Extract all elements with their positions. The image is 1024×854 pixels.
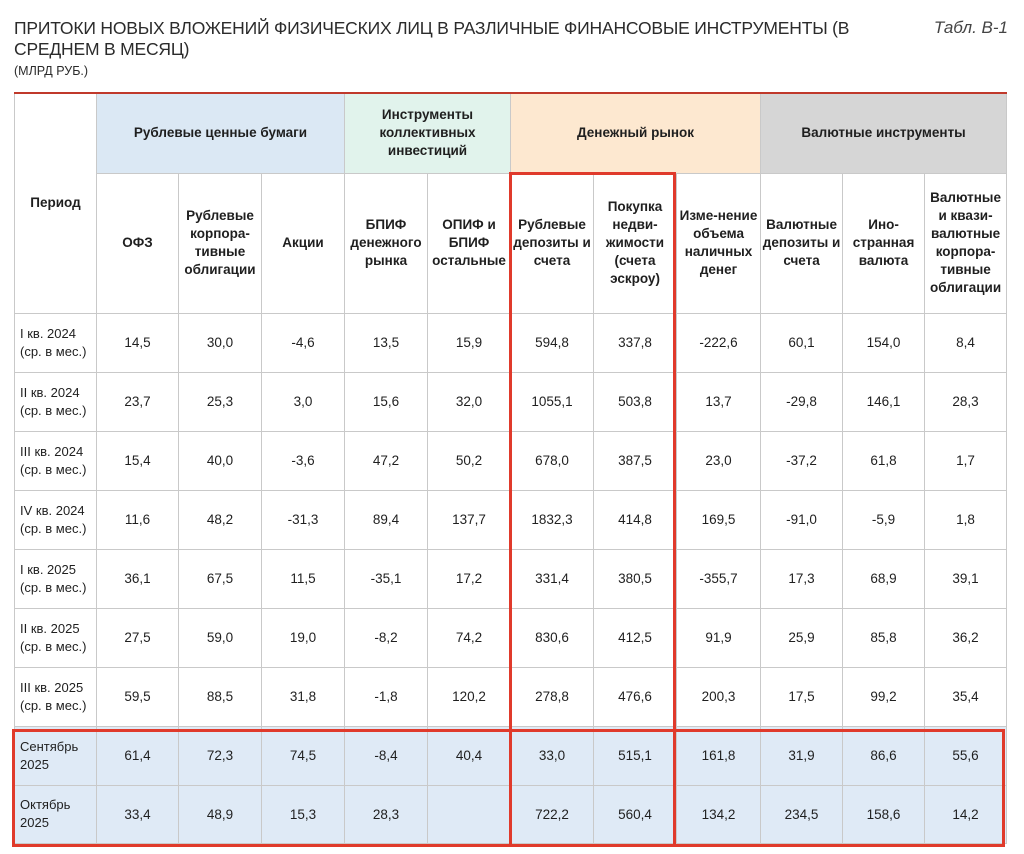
row-period: Сентябрь 2025 — [15, 726, 97, 785]
cell-cash-change: 91,9 — [677, 608, 761, 667]
cell-bpif-money: 47,2 — [345, 431, 428, 490]
row-period: I кв. 2024 (ср. в мес.) — [15, 313, 97, 372]
cell-rub-deposits: 33,0 — [511, 726, 594, 785]
col-bpif-money: БПИФ денежного рынка — [345, 173, 428, 313]
row-period: III кв. 2025 (ср. в мес.) — [15, 667, 97, 726]
col-fx-bonds: Валютные и квази-валютные корпора-тивные облигации — [925, 173, 1007, 313]
cell-cash-change: 13,7 — [677, 372, 761, 431]
cell-ofz: 23,7 — [97, 372, 179, 431]
cell-opif-bpif: 40,4 — [428, 726, 511, 785]
col-fx-deposits: Валютные депозиты и счета — [761, 173, 843, 313]
cell-ofz: 15,4 — [97, 431, 179, 490]
row-period: III кв. 2024 (ср. в мес.) — [15, 431, 97, 490]
header-period: Период — [15, 93, 97, 313]
cell-rub-deposits: 722,2 — [511, 785, 594, 843]
cell-bpif-money: -8,4 — [345, 726, 428, 785]
cell-opif-bpif: 120,2 — [428, 667, 511, 726]
cell-fx-deposits: 17,3 — [761, 549, 843, 608]
cell-foreign-currency: 99,2 — [843, 667, 925, 726]
cell-bpif-money: 15,6 — [345, 372, 428, 431]
cell-fx-bonds: 1,8 — [925, 490, 1007, 549]
group-collective-investments: Инструменты коллективных инвестиций — [345, 93, 511, 173]
col-real-estate: Покупка недви-жимости (счета эскроу) — [594, 173, 677, 313]
cell-real-estate: 412,5 — [594, 608, 677, 667]
cell-opif-bpif: 74,2 — [428, 608, 511, 667]
cell-corp-bonds: 40,0 — [179, 431, 262, 490]
cell-ofz: 14,5 — [97, 313, 179, 372]
cell-corp-bonds: 48,2 — [179, 490, 262, 549]
cell-opif-bpif: 32,0 — [428, 372, 511, 431]
inflows-table — [14, 92, 1007, 844]
cell-ofz: 33,4 — [97, 785, 179, 843]
cell-corp-bonds: 30,0 — [179, 313, 262, 372]
cell-fx-deposits: -29,8 — [761, 372, 843, 431]
cell-stocks: 15,3 — [262, 785, 345, 843]
cell-foreign-currency: 68,9 — [843, 549, 925, 608]
cell-foreign-currency: 61,8 — [843, 431, 925, 490]
group-fx-instruments: Валютные инструменты — [761, 93, 1007, 173]
cell-stocks: -3,6 — [262, 431, 345, 490]
col-stocks: Акции — [262, 173, 345, 313]
cell-foreign-currency: 158,6 — [843, 785, 925, 843]
cell-bpif-money: -35,1 — [345, 549, 428, 608]
table-row — [15, 490, 1007, 549]
cell-fx-deposits: -91,0 — [761, 490, 843, 549]
cell-ofz: 11,6 — [97, 490, 179, 549]
cell-stocks: -31,3 — [262, 490, 345, 549]
cell-real-estate: 476,6 — [594, 667, 677, 726]
cell-corp-bonds: 88,5 — [179, 667, 262, 726]
row-period: II кв. 2025 (ср. в мес.) — [15, 608, 97, 667]
cell-opif-bpif: 17,2 — [428, 549, 511, 608]
cell-fx-bonds: 39,1 — [925, 549, 1007, 608]
col-ofz: ОФЗ — [97, 173, 179, 313]
table-row — [15, 549, 1007, 608]
cell-fx-bonds: 35,4 — [925, 667, 1007, 726]
table-title: ПРИТОКИ НОВЫХ ВЛОЖЕНИЙ ФИЗИЧЕСКИХ ЛИЦ В РАЗЛИЧНЫЕ ФИНАНСОВЫЕ ИНСТРУМЕНТЫ (В СРЕДНЕМ В МЕСЯЦ) — [14, 18, 850, 59]
col-rub-deposits: Рублевые депозиты и счета — [511, 173, 594, 313]
cell-opif-bpif: 15,9 — [428, 313, 511, 372]
cell-stocks: 3,0 — [262, 372, 345, 431]
col-foreign-currency: Ино-странная валюта — [843, 173, 925, 313]
table-row — [15, 726, 1007, 785]
cell-fx-bonds: 28,3 — [925, 372, 1007, 431]
cell-ofz: 59,5 — [97, 667, 179, 726]
group-money-market: Денежный рынок — [511, 93, 761, 173]
cell-cash-change: 134,2 — [677, 785, 761, 843]
table-row — [15, 785, 1007, 843]
cell-bpif-money: -1,8 — [345, 667, 428, 726]
table-row — [15, 372, 1007, 431]
cell-bpif-money: -8,2 — [345, 608, 428, 667]
row-period: I кв. 2025 (ср. в мес.) — [15, 549, 97, 608]
cell-rub-deposits: 331,4 — [511, 549, 594, 608]
cell-rub-deposits: 1832,3 — [511, 490, 594, 549]
cell-fx-deposits: 17,5 — [761, 667, 843, 726]
table-number: Табл. В-1 — [933, 18, 1008, 37]
cell-real-estate: 515,1 — [594, 726, 677, 785]
cell-cash-change: 169,5 — [677, 490, 761, 549]
row-period: II кв. 2024 (ср. в мес.) — [15, 372, 97, 431]
cell-cash-change: 161,8 — [677, 726, 761, 785]
cell-corp-bonds: 72,3 — [179, 726, 262, 785]
cell-real-estate: 414,8 — [594, 490, 677, 549]
cell-real-estate: 380,5 — [594, 549, 677, 608]
cell-cash-change: 200,3 — [677, 667, 761, 726]
cell-opif-bpif: 137,7 — [428, 490, 511, 549]
cell-stocks: 19,0 — [262, 608, 345, 667]
table-row — [15, 431, 1007, 490]
cell-fx-deposits: -37,2 — [761, 431, 843, 490]
cell-fx-deposits: 60,1 — [761, 313, 843, 372]
row-period: Октябрь 2025 — [15, 785, 97, 843]
cell-foreign-currency: 146,1 — [843, 372, 925, 431]
cell-rub-deposits: 594,8 — [511, 313, 594, 372]
cell-opif-bpif: 50,2 — [428, 431, 511, 490]
units-label: (МЛРД РУБ.) — [14, 64, 89, 78]
group-rub-securities: Рублевые ценные бумаги — [97, 93, 345, 173]
col-cash-change: Изме-нение объема наличных денег — [677, 173, 761, 313]
cell-opif-bpif — [428, 785, 511, 843]
cell-bpif-money: 89,4 — [345, 490, 428, 549]
col-opif-bpif: ОПИФ и БПИФ остальные — [428, 173, 511, 313]
cell-corp-bonds: 25,3 — [179, 372, 262, 431]
cell-corp-bonds: 67,5 — [179, 549, 262, 608]
cell-rub-deposits: 830,6 — [511, 608, 594, 667]
cell-ofz: 36,1 — [97, 549, 179, 608]
cell-fx-bonds: 55,6 — [925, 726, 1007, 785]
cell-real-estate: 387,5 — [594, 431, 677, 490]
cell-real-estate: 560,4 — [594, 785, 677, 843]
table-row — [15, 608, 1007, 667]
table-row — [15, 667, 1007, 726]
cell-real-estate: 337,8 — [594, 313, 677, 372]
cell-foreign-currency: -5,9 — [843, 490, 925, 549]
cell-fx-deposits: 31,9 — [761, 726, 843, 785]
cell-fx-deposits: 25,9 — [761, 608, 843, 667]
cell-fx-deposits: 234,5 — [761, 785, 843, 843]
cell-fx-bonds: 36,2 — [925, 608, 1007, 667]
cell-stocks: -4,6 — [262, 313, 345, 372]
cell-corp-bonds: 59,0 — [179, 608, 262, 667]
cell-ofz: 27,5 — [97, 608, 179, 667]
cell-corp-bonds: 48,9 — [179, 785, 262, 843]
cell-bpif-money: 28,3 — [345, 785, 428, 843]
cell-stocks: 11,5 — [262, 549, 345, 608]
cell-ofz: 61,4 — [97, 726, 179, 785]
cell-rub-deposits: 678,0 — [511, 431, 594, 490]
cell-stocks: 74,5 — [262, 726, 345, 785]
cell-rub-deposits: 1055,1 — [511, 372, 594, 431]
cell-fx-bonds: 1,7 — [925, 431, 1007, 490]
cell-cash-change: -355,7 — [677, 549, 761, 608]
cell-foreign-currency: 86,6 — [843, 726, 925, 785]
table-row — [15, 313, 1007, 372]
col-corp-bonds: Рублевые корпора-тивные облигации — [179, 173, 262, 313]
cell-foreign-currency: 154,0 — [843, 313, 925, 372]
row-period: IV кв. 2024 (ср. в мес.) — [15, 490, 97, 549]
cell-cash-change: 23,0 — [677, 431, 761, 490]
cell-bpif-money: 13,5 — [345, 313, 428, 372]
cell-real-estate: 503,8 — [594, 372, 677, 431]
cell-foreign-currency: 85,8 — [843, 608, 925, 667]
cell-rub-deposits: 278,8 — [511, 667, 594, 726]
cell-cash-change: -222,6 — [677, 313, 761, 372]
cell-fx-bonds: 8,4 — [925, 313, 1007, 372]
cell-fx-bonds: 14,2 — [925, 785, 1007, 843]
cell-stocks: 31,8 — [262, 667, 345, 726]
